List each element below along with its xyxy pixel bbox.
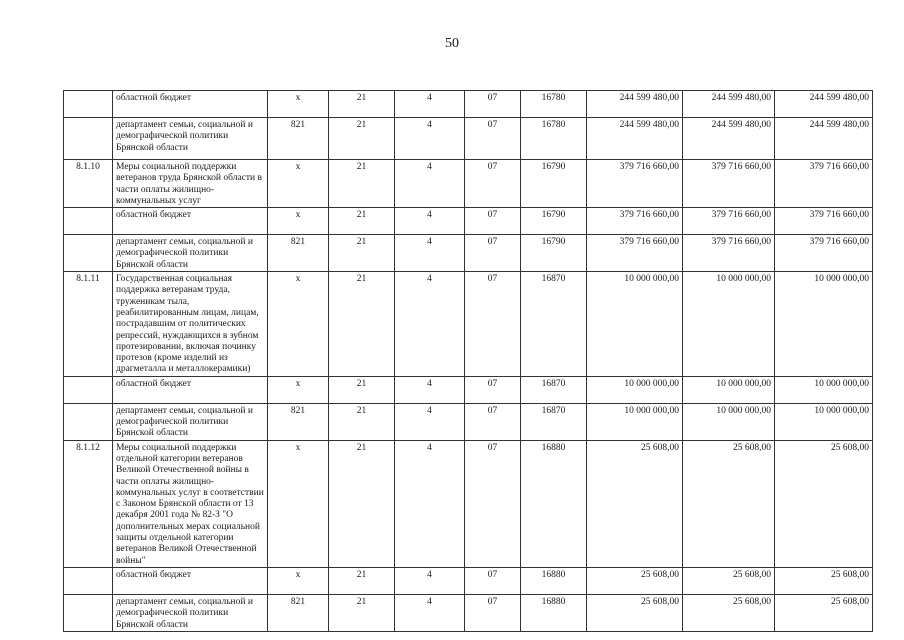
cell-direction: 16870 [521, 403, 587, 440]
cell-subprogram: 4 [395, 567, 465, 594]
cell-program: 21 [329, 208, 395, 235]
cell-section: 07 [465, 208, 521, 235]
cell-amount-1: 25 608,00 [587, 594, 683, 631]
row-name: Меры социальной поддержки отдельной категории ветеранов Великой Отечественной войны в части оплаты жилищно-коммунальных услуг в соответствии с Законом Брянской области от 13 декабря 2001 года № 82-З "О дополнительных мерах социальной защиты отдельной категории ветеранов Великой Отечественной войны" [113, 440, 268, 567]
cell-program: 21 [329, 160, 395, 208]
cell-amount-3: 379 716 660,00 [775, 235, 873, 272]
cell-amount-3: 10 000 000,00 [775, 272, 873, 377]
cell-amount-1: 25 608,00 [587, 440, 683, 567]
cell-section: 07 [465, 91, 521, 118]
cell-admin: х [268, 272, 329, 377]
row-name: областной бюджет [113, 91, 268, 118]
cell-admin: х [268, 91, 329, 118]
cell-amount-2: 10 000 000,00 [683, 403, 775, 440]
cell-amount-2: 379 716 660,00 [683, 208, 775, 235]
cell-program: 21 [329, 440, 395, 567]
cell-direction: 16790 [521, 208, 587, 235]
cell-section: 07 [465, 118, 521, 160]
cell-amount-1: 10 000 000,00 [587, 376, 683, 403]
cell-admin: х [268, 376, 329, 403]
cell-amount-2: 25 608,00 [683, 594, 775, 631]
cell-amount-3: 379 716 660,00 [775, 160, 873, 208]
cell-admin: х [268, 440, 329, 567]
cell-admin: 821 [268, 118, 329, 160]
page-number: 50 [445, 36, 459, 51]
row-name: областной бюджет [113, 376, 268, 403]
cell-subprogram: 4 [395, 403, 465, 440]
cell-subprogram: 4 [395, 272, 465, 377]
row-name: департамент семьи, социальной и демографической политики Брянской области [113, 118, 268, 160]
cell-section: 07 [465, 594, 521, 631]
cell-amount-2: 10 000 000,00 [683, 376, 775, 403]
cell-amount-1: 379 716 660,00 [587, 160, 683, 208]
row-code [64, 594, 113, 631]
table-row [64, 440, 873, 567]
cell-direction: 16880 [521, 567, 587, 594]
cell-amount-3: 10 000 000,00 [775, 403, 873, 440]
budget-table [63, 90, 873, 632]
cell-amount-1: 10 000 000,00 [587, 272, 683, 377]
table-row [64, 594, 873, 631]
cell-direction: 16870 [521, 272, 587, 377]
row-name: департамент семьи, социальной и демографической политики Брянской области [113, 403, 268, 440]
cell-subprogram: 4 [395, 91, 465, 118]
cell-admin: х [268, 567, 329, 594]
table-row [64, 403, 873, 440]
cell-section: 07 [465, 376, 521, 403]
row-code [64, 376, 113, 403]
cell-subprogram: 4 [395, 440, 465, 567]
table-row [64, 118, 873, 160]
row-code: 8.1.10 [64, 160, 113, 208]
cell-subprogram: 4 [395, 118, 465, 160]
cell-amount-2: 25 608,00 [683, 440, 775, 567]
cell-program: 21 [329, 118, 395, 160]
cell-program: 21 [329, 376, 395, 403]
cell-program: 21 [329, 594, 395, 631]
cell-direction: 16790 [521, 235, 587, 272]
table-row [64, 567, 873, 594]
cell-subprogram: 4 [395, 594, 465, 631]
cell-amount-2: 244 599 480,00 [683, 91, 775, 118]
cell-admin: 821 [268, 403, 329, 440]
cell-program: 21 [329, 403, 395, 440]
row-code [64, 208, 113, 235]
table-row [64, 208, 873, 235]
cell-subprogram: 4 [395, 376, 465, 403]
row-code [64, 567, 113, 594]
cell-direction: 16790 [521, 160, 587, 208]
table-row [64, 376, 873, 403]
row-code: 8.1.11 [64, 272, 113, 377]
cell-direction: 16880 [521, 440, 587, 567]
cell-amount-3: 25 608,00 [775, 440, 873, 567]
cell-direction: 16880 [521, 594, 587, 631]
row-code [64, 91, 113, 118]
cell-amount-1: 379 716 660,00 [587, 208, 683, 235]
cell-admin: 821 [268, 594, 329, 631]
cell-amount-2: 379 716 660,00 [683, 235, 775, 272]
cell-section: 07 [465, 272, 521, 377]
table-row [64, 272, 873, 377]
cell-amount-3: 379 716 660,00 [775, 208, 873, 235]
cell-program: 21 [329, 272, 395, 377]
cell-amount-1: 244 599 480,00 [587, 118, 683, 160]
cell-amount-1: 244 599 480,00 [587, 91, 683, 118]
cell-amount-3: 25 608,00 [775, 567, 873, 594]
cell-admin: 821 [268, 235, 329, 272]
cell-direction: 16870 [521, 376, 587, 403]
row-code: 8.1.12 [64, 440, 113, 567]
cell-amount-3: 25 608,00 [775, 594, 873, 631]
cell-subprogram: 4 [395, 235, 465, 272]
cell-section: 07 [465, 235, 521, 272]
table-row [64, 160, 873, 208]
row-name: департамент семьи, социальной и демографической политики Брянской области [113, 235, 268, 272]
row-name: Государственная социальная поддержка ветеранам труда, труженикам тыла, реабилитированным лицам, лицам, пострадавшим от политических репрессий, нуждающихся в зубном протезировании, включая починку протезов (кроме изделий из драгметалла и металлокерамики) [113, 272, 268, 377]
cell-amount-2: 10 000 000,00 [683, 272, 775, 377]
cell-amount-3: 10 000 000,00 [775, 376, 873, 403]
cell-amount-1: 379 716 660,00 [587, 235, 683, 272]
cell-subprogram: 4 [395, 208, 465, 235]
row-code [64, 235, 113, 272]
row-name: областной бюджет [113, 567, 268, 594]
cell-amount-2: 379 716 660,00 [683, 160, 775, 208]
row-name: Меры социальной поддержки ветеранов труда Брянской области в части оплаты жилищно-коммунальных услуг [113, 160, 268, 208]
cell-direction: 16780 [521, 91, 587, 118]
cell-direction: 16780 [521, 118, 587, 160]
table-row [64, 235, 873, 272]
cell-program: 21 [329, 91, 395, 118]
cell-section: 07 [465, 160, 521, 208]
cell-subprogram: 4 [395, 160, 465, 208]
cell-admin: х [268, 208, 329, 235]
row-name: областной бюджет [113, 208, 268, 235]
table-row [64, 91, 873, 118]
cell-section: 07 [465, 567, 521, 594]
row-code [64, 403, 113, 440]
cell-amount-1: 25 608,00 [587, 567, 683, 594]
cell-admin: х [268, 160, 329, 208]
cell-amount-2: 25 608,00 [683, 567, 775, 594]
cell-section: 07 [465, 440, 521, 567]
cell-amount-3: 244 599 480,00 [775, 91, 873, 118]
cell-amount-1: 10 000 000,00 [587, 403, 683, 440]
row-name: департамент семьи, социальной и демографической политики Брянской области [113, 594, 268, 631]
cell-section: 07 [465, 403, 521, 440]
cell-program: 21 [329, 567, 395, 594]
cell-program: 21 [329, 235, 395, 272]
cell-amount-2: 244 599 480,00 [683, 118, 775, 160]
row-code [64, 118, 113, 160]
cell-amount-3: 244 599 480,00 [775, 118, 873, 160]
